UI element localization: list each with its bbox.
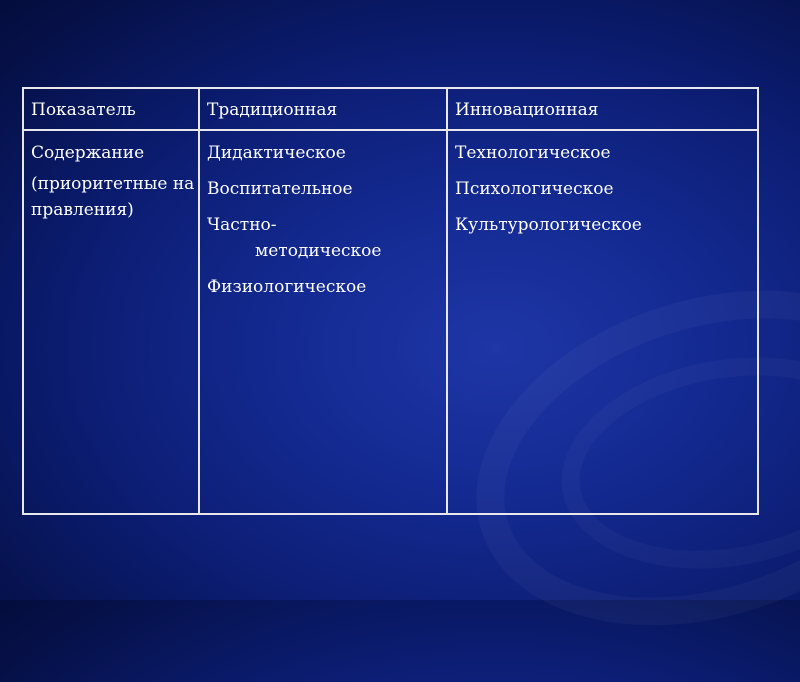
list-item: Воспитательное xyxy=(207,179,353,199)
row-label-note: (приоритетные направления) xyxy=(31,174,195,220)
table-header-row xyxy=(23,88,758,130)
header-traditional: Традиционная xyxy=(199,88,447,130)
list-item: Частно- xyxy=(207,215,277,235)
header-innovative: Инновационная xyxy=(447,88,758,130)
list-item: Физиологическое xyxy=(207,277,367,297)
list-item-continuation: методическое xyxy=(255,241,382,261)
list-item: Психологическое xyxy=(455,179,614,199)
list-item: Дидактическое xyxy=(207,143,346,163)
cell-indicator xyxy=(23,130,199,514)
row-label: Содержание xyxy=(31,143,145,163)
table-row xyxy=(23,130,758,514)
comparison-table xyxy=(22,87,759,515)
list-item: Технологическое xyxy=(455,143,611,163)
list-item: Культурологическое xyxy=(455,215,642,235)
cell-traditional xyxy=(199,130,447,514)
header-indicator: Показатель xyxy=(23,88,199,130)
cell-innovative xyxy=(447,130,758,514)
